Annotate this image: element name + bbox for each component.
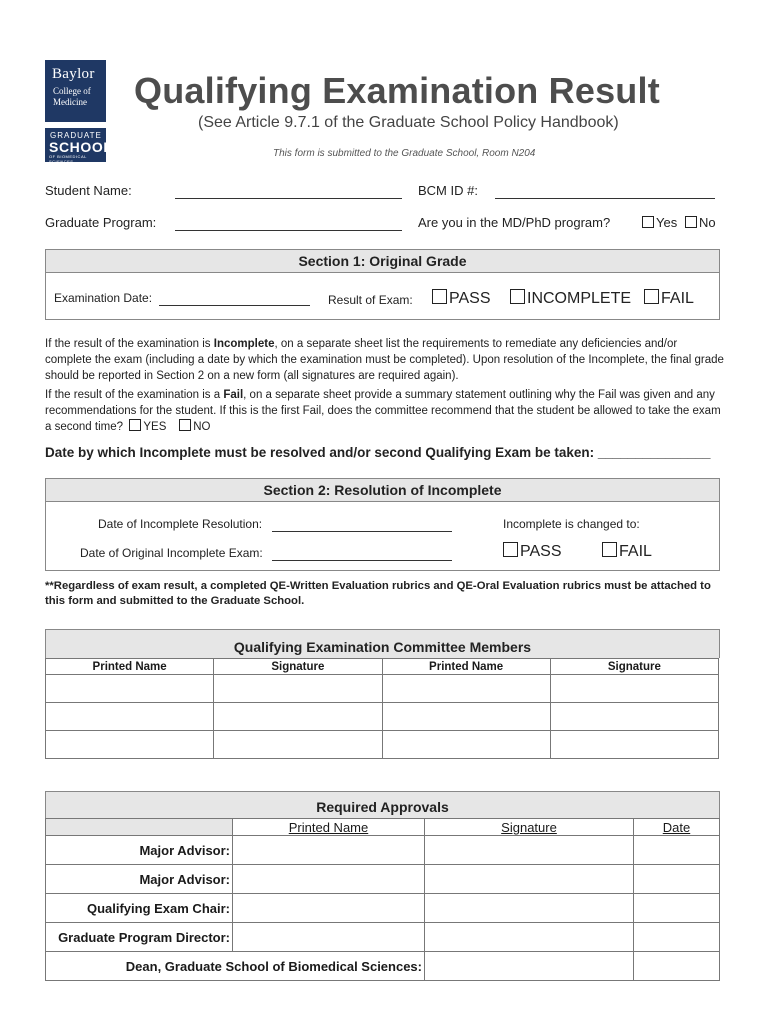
checkbox-icon[interactable] xyxy=(510,289,525,304)
changed-to-label: Incomplete is changed to: xyxy=(503,517,640,531)
table-row xyxy=(46,703,719,731)
approvals-table xyxy=(45,818,720,981)
exam-date-field[interactable] xyxy=(159,305,310,306)
committee-table xyxy=(45,658,719,759)
bcm-id-field[interactable] xyxy=(495,198,715,199)
rubric-note: **Regardless of exam result, a completed QE-Written Evaluation rubrics and QE-Oral Evaluation rubrics must be attached to this form and submitted to the Graduate School. xyxy=(45,580,711,607)
table-row xyxy=(46,894,720,923)
original-date-field[interactable] xyxy=(272,560,452,561)
bcm-id-label: BCM ID #: xyxy=(418,183,478,198)
checkbox-icon[interactable] xyxy=(503,542,518,557)
column-header: Signature xyxy=(425,819,634,836)
approval-role: Dean, Graduate School of Biomedical Sciences: xyxy=(46,952,425,981)
column-header: Signature xyxy=(550,659,718,675)
second-attempt-yes-option[interactable]: YES xyxy=(129,421,166,433)
table-row xyxy=(46,952,720,981)
checkbox-icon[interactable] xyxy=(129,419,141,431)
table-row xyxy=(46,865,720,894)
deadline-label: Date by which Incomplete must be resolved and/or second Qualifying Exam be taken: _______________ xyxy=(45,445,711,460)
approval-role: Major Advisor: xyxy=(46,836,233,865)
changed-pass-option[interactable]: PASS xyxy=(503,542,562,561)
table-row xyxy=(46,675,719,703)
page-title: Qualifying Examination Result xyxy=(134,70,660,111)
approval-role: Graduate Program Director: xyxy=(46,923,233,952)
checkbox-icon[interactable] xyxy=(642,216,654,228)
mdphd-label: Are you in the MD/PhD program? xyxy=(418,215,611,230)
graduate-program-label: Graduate Program: xyxy=(45,215,157,230)
result-fail-option[interactable]: FAIL xyxy=(644,289,694,308)
checkbox-icon[interactable] xyxy=(432,289,447,304)
baylor-logo xyxy=(45,60,106,122)
committee-title: Qualifying Examination Committee Members xyxy=(46,630,719,658)
page-subtitle: (See Article 9.7.1 of the Graduate School Policy Handbook) xyxy=(198,114,619,131)
result-label: Result of Exam: xyxy=(328,293,413,307)
section2-title: Section 2: Resolution of Incomplete xyxy=(46,479,719,502)
column-header: Printed Name xyxy=(46,659,214,675)
column-header: Printed Name xyxy=(382,659,550,675)
section1-box xyxy=(45,249,720,320)
submission-note: This form is submitted to the Graduate School, Room N204 xyxy=(273,148,536,159)
checkbox-icon[interactable] xyxy=(685,216,697,228)
approval-role: Major Advisor: xyxy=(46,865,233,894)
result-pass-option[interactable]: PASS xyxy=(432,289,491,308)
table-row xyxy=(46,836,720,865)
committee-header-box xyxy=(45,629,720,658)
table-row xyxy=(46,923,720,952)
section1-title: Section 1: Original Grade xyxy=(46,250,719,273)
logo-subtext: College of Medicine xyxy=(53,86,91,107)
graduate-school-logo: GRADUATE SCHOOL OF BIOMEDICAL SCIENCES xyxy=(45,128,106,162)
exam-date-label: Examination Date: xyxy=(54,291,153,305)
resolution-date-field[interactable] xyxy=(272,531,452,532)
original-date-label: Date of Original Incomplete Exam: xyxy=(80,546,263,560)
approval-role: Qualifying Exam Chair: xyxy=(46,894,233,923)
mdphd-no-option[interactable]: No xyxy=(685,215,716,230)
fail-instructions: If the result of the examination is a Fail, on a separate sheet provide a summary statement outlining why the Fail was given and any recommendations for the student. If this is the first Fail, does the committee recommend that the student be allowed to take the exam a second time? YES NO xyxy=(45,389,721,433)
mdphd-yes-option[interactable]: Yes xyxy=(642,215,677,230)
checkbox-icon[interactable] xyxy=(644,289,659,304)
graduate-program-field[interactable] xyxy=(175,230,402,231)
column-header: Printed Name xyxy=(233,819,425,836)
approvals-title: Required Approvals xyxy=(46,792,719,819)
student-name-label: Student Name: xyxy=(45,183,132,198)
result-incomplete-option[interactable]: INCOMPLETE xyxy=(510,289,631,308)
logo-text: Baylor xyxy=(52,66,95,82)
student-name-field[interactable] xyxy=(175,198,402,199)
second-attempt-no-option[interactable]: NO xyxy=(179,421,210,433)
checkbox-icon[interactable] xyxy=(602,542,617,557)
changed-fail-option[interactable]: FAIL xyxy=(602,542,652,561)
incomplete-instructions: If the result of the examination is Incomplete, on a separate sheet list the requirements to remediate any deficiencies and/or complete the exam (including a date by which the examination must be completed). Upon resolution of the Incomplete, the final grade should be reported in Section 2 on a new form (all signatures are required again). xyxy=(45,338,724,382)
column-header: Date xyxy=(634,819,720,836)
table-row xyxy=(46,731,719,759)
column-header: Signature xyxy=(214,659,382,675)
checkbox-icon[interactable] xyxy=(179,419,191,431)
approvals-header-box xyxy=(45,791,720,819)
resolution-date-label: Date of Incomplete Resolution: xyxy=(98,517,263,531)
